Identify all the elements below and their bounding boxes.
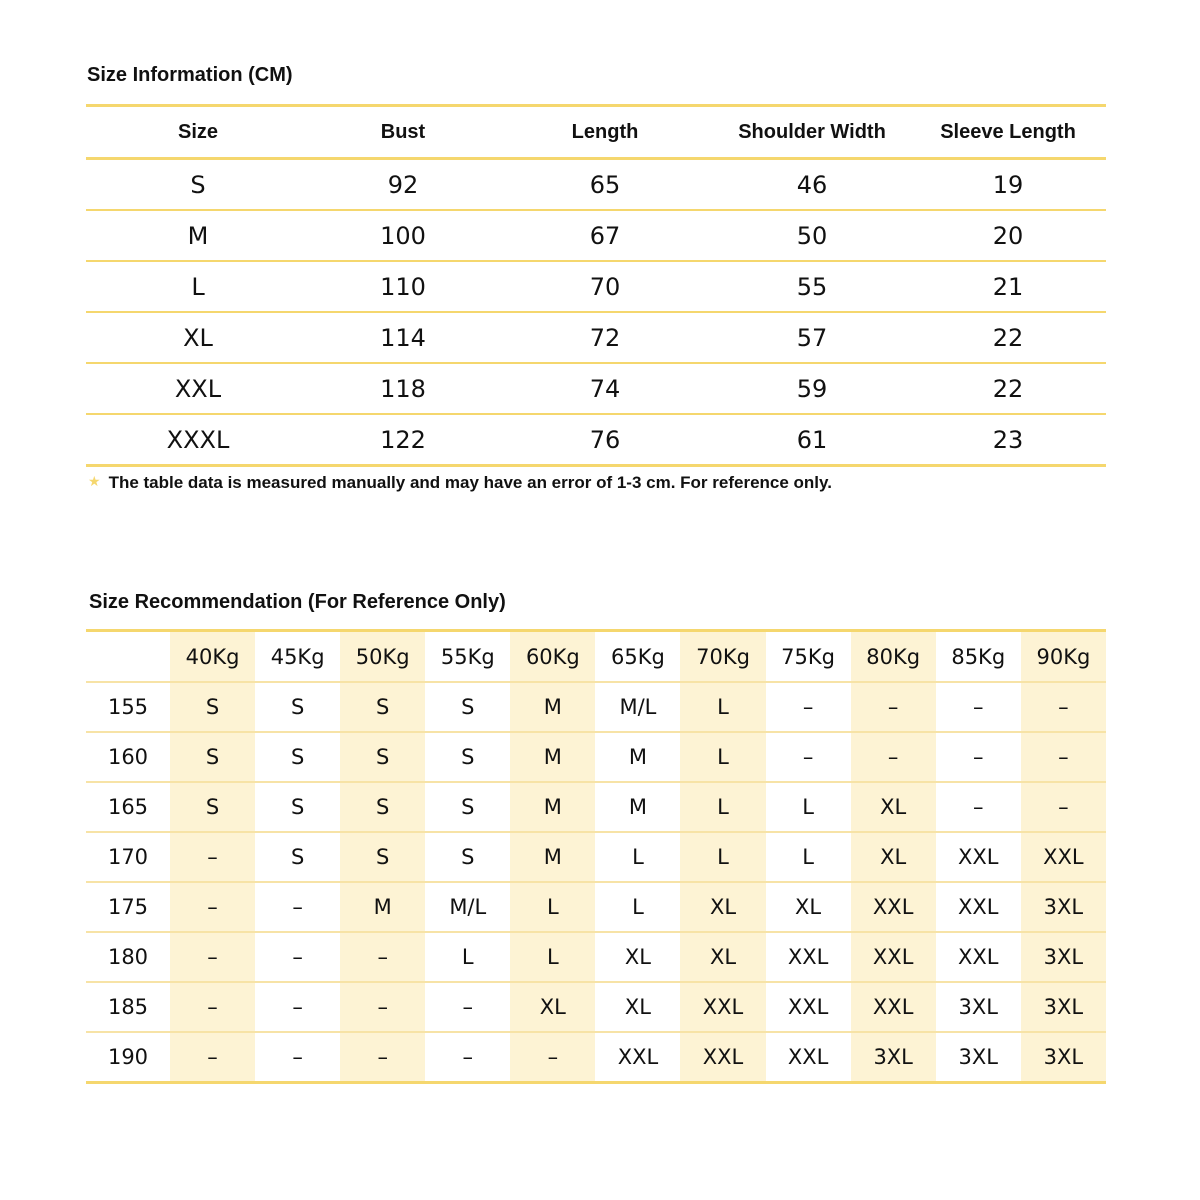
size-cell: 61 xyxy=(714,414,910,466)
recommended-size-cell: – xyxy=(170,832,255,882)
recommended-size-cell: L xyxy=(680,782,765,832)
recommended-size-cell: S xyxy=(340,682,425,732)
size-recommendation-title: Size Recommendation (For Reference Only) xyxy=(89,591,506,613)
size-recommendation-table xyxy=(86,629,1106,1084)
recommended-size-cell: XXL xyxy=(680,1032,765,1083)
recommended-size-cell: S xyxy=(340,832,425,882)
weight-header: 90Kg xyxy=(1021,631,1106,683)
recommended-size-cell: – xyxy=(255,982,340,1032)
size-cell: XL xyxy=(86,312,310,363)
recommended-size-cell: XXL xyxy=(766,982,851,1032)
column-header-shoulder-width: Shoulder Width xyxy=(714,106,910,159)
recommended-size-cell: 3XL xyxy=(1021,882,1106,932)
size-cell: 74 xyxy=(496,363,714,414)
recommended-size-cell: 3XL xyxy=(1021,932,1106,982)
height-label: 185 xyxy=(86,982,170,1032)
height-row xyxy=(86,732,1106,782)
recommendation-table-body xyxy=(86,682,1106,1083)
recommended-size-cell: M xyxy=(510,732,595,782)
recommended-size-cell: XL xyxy=(510,982,595,1032)
height-row xyxy=(86,1032,1106,1083)
recommended-size-cell: XL xyxy=(766,882,851,932)
recommended-size-cell: M xyxy=(510,782,595,832)
recommended-size-cell: M/L xyxy=(425,882,510,932)
recommended-size-cell: – xyxy=(851,682,936,732)
recommended-size-cell: 3XL xyxy=(1021,982,1106,1032)
recommended-size-cell: XXL xyxy=(936,882,1021,932)
weight-header: 40Kg xyxy=(170,631,255,683)
size-cell: 100 xyxy=(310,210,496,261)
recommended-size-cell: 3XL xyxy=(936,982,1021,1032)
recommended-size-cell: – xyxy=(1021,732,1106,782)
size-cell: L xyxy=(86,261,310,312)
size-cell: XXXL xyxy=(86,414,310,466)
corner-cell xyxy=(86,631,170,683)
size-cell: 67 xyxy=(496,210,714,261)
recommended-size-cell: – xyxy=(1021,682,1106,732)
recommended-size-cell: M/L xyxy=(595,682,680,732)
height-label: 175 xyxy=(86,882,170,932)
size-cell: 122 xyxy=(310,414,496,466)
height-row xyxy=(86,982,1106,1032)
recommended-size-cell: – xyxy=(425,1032,510,1083)
size-row xyxy=(86,261,1106,312)
recommended-size-cell: – xyxy=(170,1032,255,1083)
size-row xyxy=(86,210,1106,261)
recommended-size-cell: – xyxy=(936,682,1021,732)
weight-header: 75Kg xyxy=(766,631,851,683)
recommended-size-cell: S xyxy=(170,782,255,832)
recommended-size-cell: S xyxy=(425,732,510,782)
recommended-size-cell: S xyxy=(255,732,340,782)
height-row xyxy=(86,882,1106,932)
column-header-length: Length xyxy=(496,106,714,159)
recommended-size-cell: L xyxy=(595,832,680,882)
recommended-size-cell: M xyxy=(595,732,680,782)
recommended-size-cell: L xyxy=(680,682,765,732)
recommended-size-cell: XXL xyxy=(766,1032,851,1083)
recommended-size-cell: S xyxy=(425,782,510,832)
recommended-size-cell: L xyxy=(766,782,851,832)
size-cell: 21 xyxy=(910,261,1106,312)
height-row xyxy=(86,932,1106,982)
recommended-size-cell: XXL xyxy=(851,982,936,1032)
recommended-size-cell: M xyxy=(340,882,425,932)
recommended-size-cell: – xyxy=(170,932,255,982)
size-cell: 55 xyxy=(714,261,910,312)
size-cell: 92 xyxy=(310,159,496,211)
recommended-size-cell: XL xyxy=(595,932,680,982)
measurement-note xyxy=(88,473,832,493)
recommended-size-cell: XXL xyxy=(595,1032,680,1083)
recommended-size-cell: L xyxy=(680,832,765,882)
recommended-size-cell: M xyxy=(510,682,595,732)
recommended-size-cell: S xyxy=(255,782,340,832)
recommended-size-cell: L xyxy=(680,732,765,782)
size-cell: 59 xyxy=(714,363,910,414)
size-cell: 65 xyxy=(496,159,714,211)
recommended-size-cell: – xyxy=(255,1032,340,1083)
height-label: 170 xyxy=(86,832,170,882)
column-header-bust: Bust xyxy=(310,106,496,159)
recommended-size-cell: – xyxy=(255,882,340,932)
weight-header: 50Kg xyxy=(340,631,425,683)
size-cell: M xyxy=(86,210,310,261)
height-label: 165 xyxy=(86,782,170,832)
size-cell: 110 xyxy=(310,261,496,312)
recommended-size-cell: – xyxy=(255,932,340,982)
height-row xyxy=(86,782,1106,832)
recommended-size-cell: – xyxy=(340,932,425,982)
recommended-size-cell: – xyxy=(340,1032,425,1083)
height-label: 190 xyxy=(86,1032,170,1083)
recommended-size-cell: L xyxy=(595,882,680,932)
height-row xyxy=(86,832,1106,882)
recommended-size-cell: XXL xyxy=(851,932,936,982)
recommended-size-cell: – xyxy=(170,982,255,1032)
size-information-table xyxy=(86,104,1106,467)
recommended-size-cell: S xyxy=(425,682,510,732)
weight-header: 65Kg xyxy=(595,631,680,683)
size-cell: 46 xyxy=(714,159,910,211)
weight-header: 85Kg xyxy=(936,631,1021,683)
size-cell: 19 xyxy=(910,159,1106,211)
recommended-size-cell: 3XL xyxy=(1021,1032,1106,1083)
recommended-size-cell: 3XL xyxy=(851,1032,936,1083)
size-row xyxy=(86,159,1106,211)
recommended-size-cell: XL xyxy=(851,782,936,832)
size-cell: S xyxy=(86,159,310,211)
recommended-size-cell: – xyxy=(766,732,851,782)
star-icon: ★ xyxy=(88,473,101,489)
size-cell: 20 xyxy=(910,210,1106,261)
weight-header: 60Kg xyxy=(510,631,595,683)
recommended-size-cell: XL xyxy=(680,932,765,982)
recommended-size-cell: – xyxy=(425,982,510,1032)
size-cell: 70 xyxy=(496,261,714,312)
weight-header: 55Kg xyxy=(425,631,510,683)
size-cell: 57 xyxy=(714,312,910,363)
size-information-title: Size Information (CM) xyxy=(87,64,293,86)
recommended-size-cell: XXL xyxy=(936,932,1021,982)
size-cell: 50 xyxy=(714,210,910,261)
size-table-header-row xyxy=(86,106,1106,159)
recommended-size-cell: S xyxy=(255,682,340,732)
height-label: 180 xyxy=(86,932,170,982)
recommended-size-cell: L xyxy=(766,832,851,882)
column-header-sleeve-length: Sleeve Length xyxy=(910,106,1106,159)
recommended-size-cell: XXL xyxy=(1021,832,1106,882)
recommended-size-cell: – xyxy=(936,732,1021,782)
size-cell: 114 xyxy=(310,312,496,363)
height-label: 160 xyxy=(86,732,170,782)
recommended-size-cell: – xyxy=(510,1032,595,1083)
recommended-size-cell: – xyxy=(851,732,936,782)
height-row xyxy=(86,682,1106,732)
size-table-body xyxy=(86,159,1106,466)
column-header-size: Size xyxy=(86,106,310,159)
recommended-size-cell: L xyxy=(510,932,595,982)
recommended-size-cell: L xyxy=(510,882,595,932)
recommended-size-cell: S xyxy=(340,782,425,832)
size-row xyxy=(86,312,1106,363)
recommended-size-cell: XXL xyxy=(680,982,765,1032)
measurement-note-text: The table data is measured manually and may have an error of 1-3 cm. For reference only. xyxy=(108,473,832,492)
size-cell: 72 xyxy=(496,312,714,363)
size-row xyxy=(86,363,1106,414)
recommended-size-cell: XL xyxy=(595,982,680,1032)
size-cell: 23 xyxy=(910,414,1106,466)
recommended-size-cell: M xyxy=(510,832,595,882)
recommended-size-cell: XXL xyxy=(851,882,936,932)
recommended-size-cell: S xyxy=(170,682,255,732)
recommended-size-cell: XL xyxy=(851,832,936,882)
recommended-size-cell: – xyxy=(936,782,1021,832)
recommended-size-cell: XXL xyxy=(936,832,1021,882)
size-cell: 76 xyxy=(496,414,714,466)
recommended-size-cell: S xyxy=(425,832,510,882)
weight-header: 70Kg xyxy=(680,631,765,683)
size-cell: 22 xyxy=(910,363,1106,414)
weight-header-row xyxy=(86,631,1106,683)
recommended-size-cell: L xyxy=(425,932,510,982)
size-cell: XXL xyxy=(86,363,310,414)
size-row xyxy=(86,414,1106,466)
recommended-size-cell: – xyxy=(766,682,851,732)
recommended-size-cell: S xyxy=(255,832,340,882)
recommended-size-cell: 3XL xyxy=(936,1032,1021,1083)
height-label: 155 xyxy=(86,682,170,732)
recommended-size-cell: XXL xyxy=(766,932,851,982)
recommended-size-cell: XL xyxy=(680,882,765,932)
recommended-size-cell: – xyxy=(1021,782,1106,832)
recommended-size-cell: M xyxy=(595,782,680,832)
weight-header: 45Kg xyxy=(255,631,340,683)
weight-header: 80Kg xyxy=(851,631,936,683)
recommended-size-cell: – xyxy=(340,982,425,1032)
recommended-size-cell: S xyxy=(340,732,425,782)
size-cell: 22 xyxy=(910,312,1106,363)
recommended-size-cell: S xyxy=(170,732,255,782)
recommended-size-cell: – xyxy=(170,882,255,932)
size-cell: 118 xyxy=(310,363,496,414)
